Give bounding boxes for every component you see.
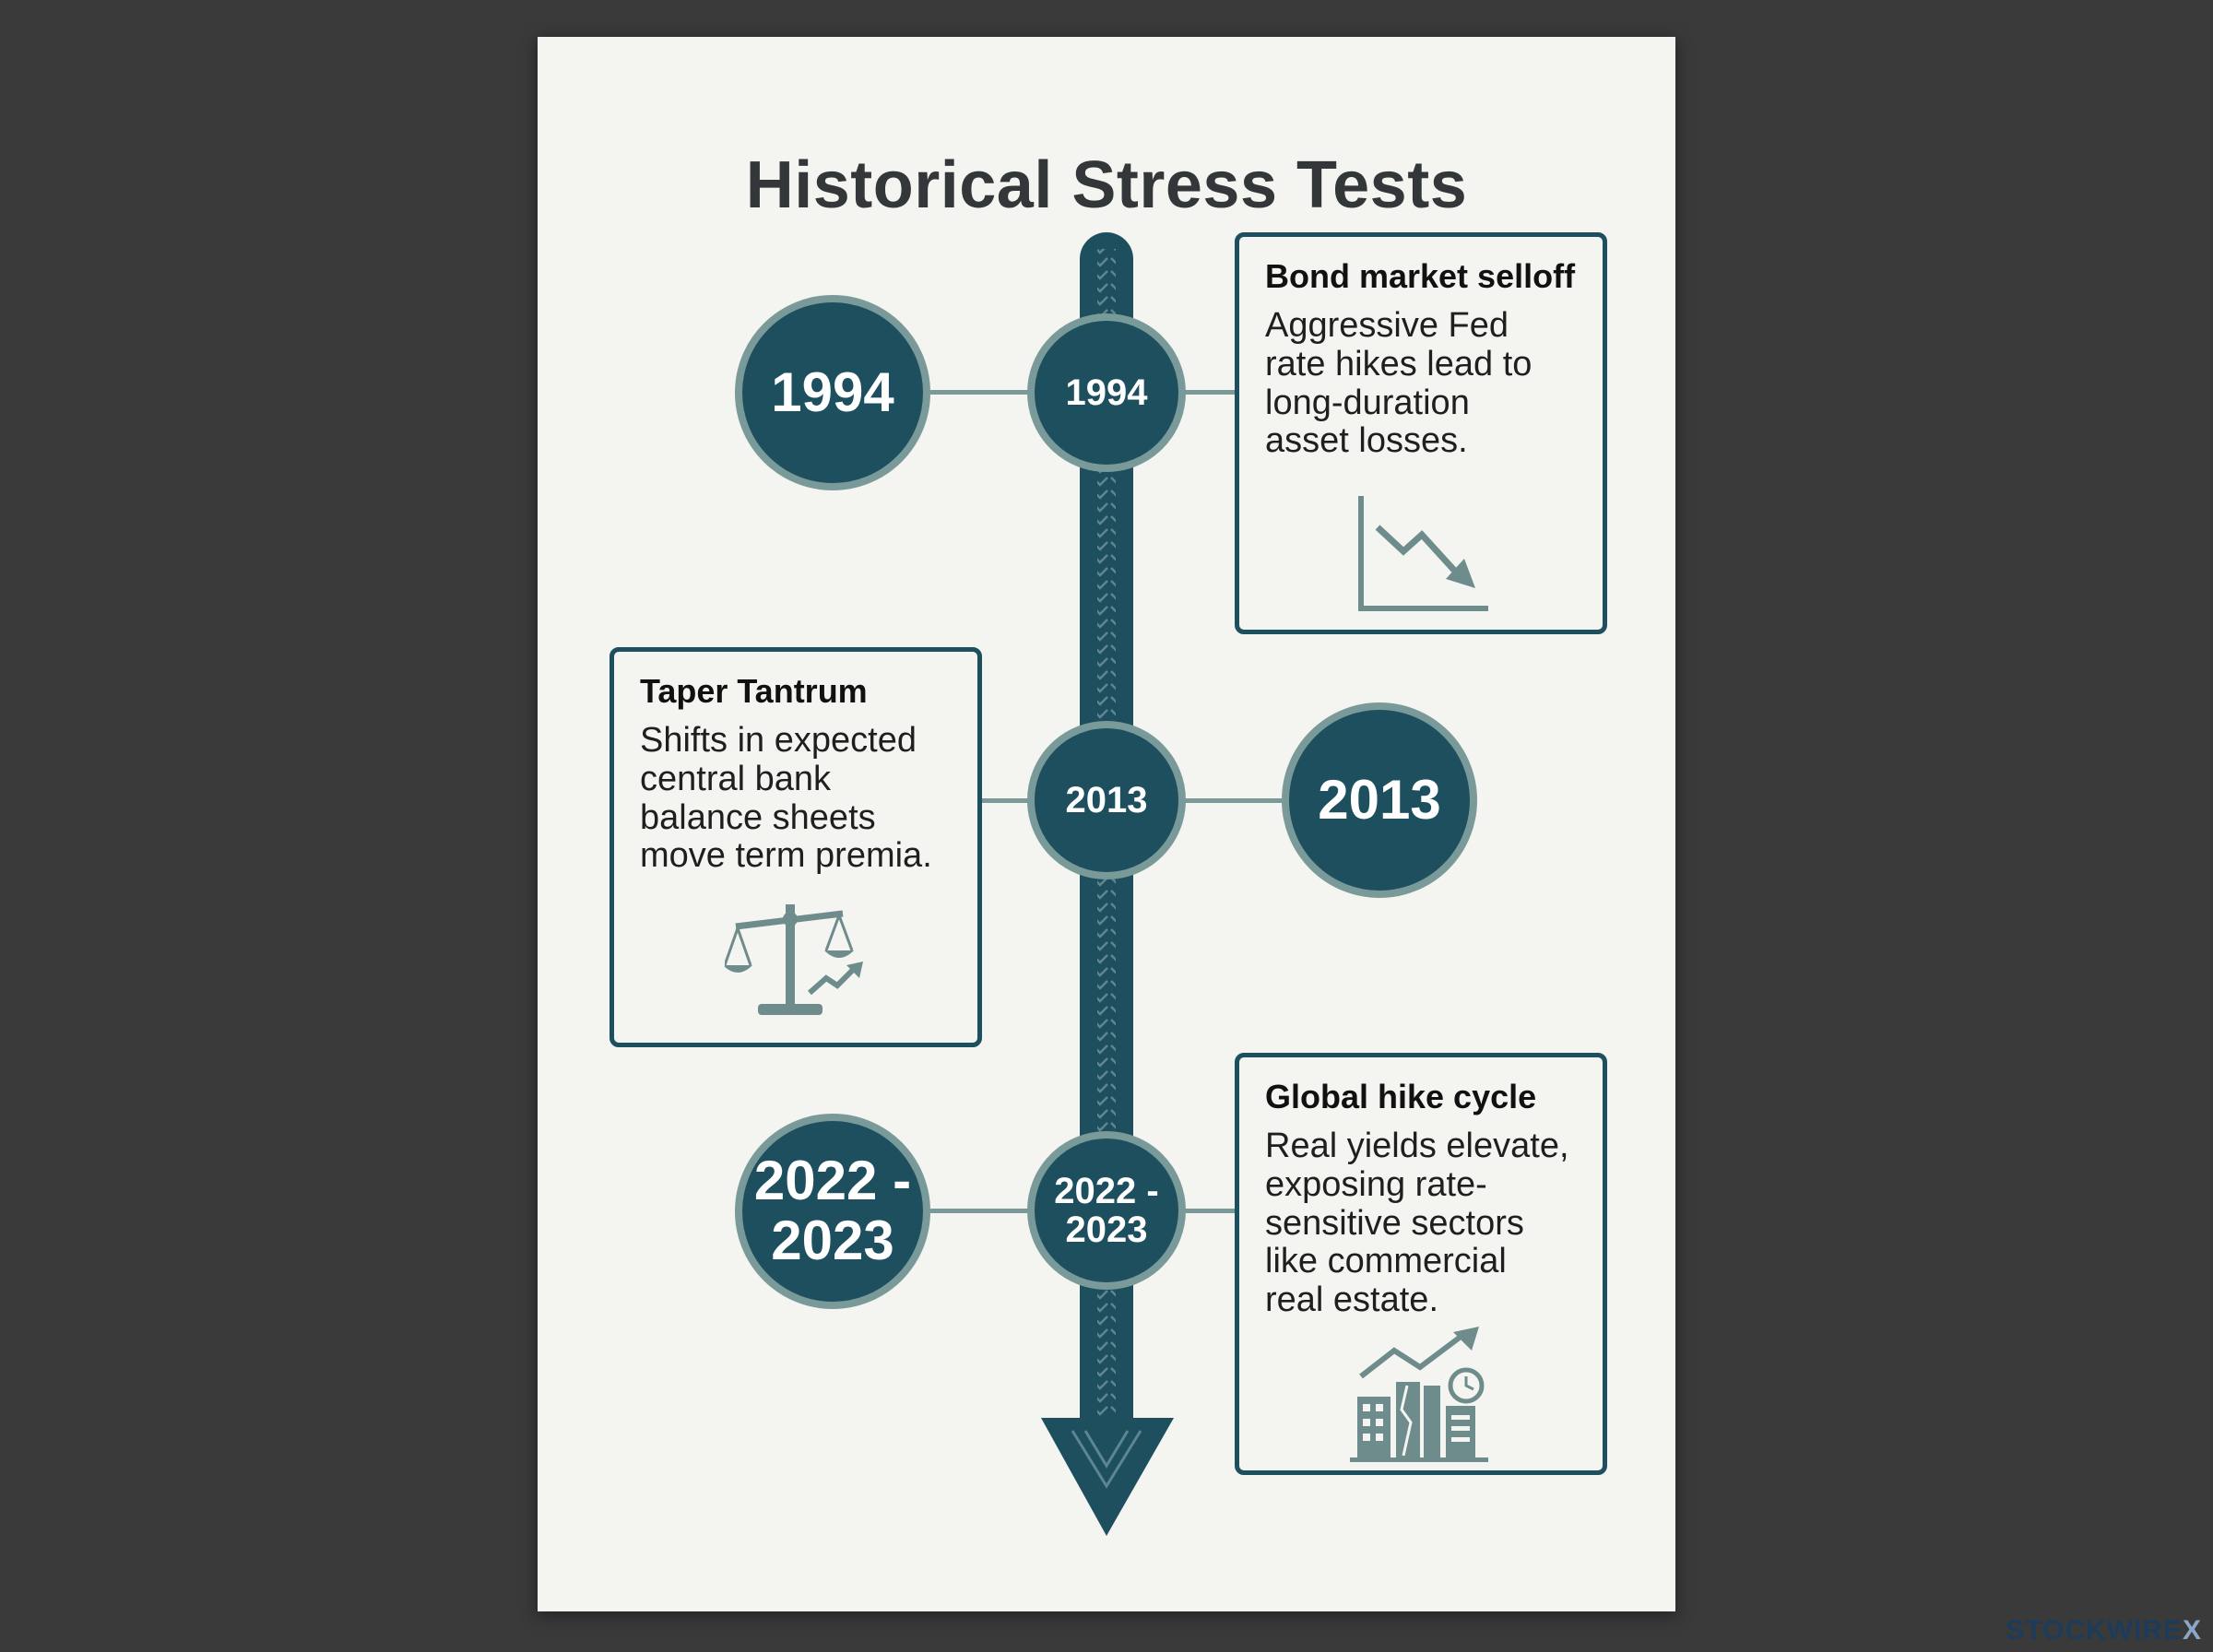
declining-chart-icon bbox=[1350, 490, 1497, 620]
connector-2013-right bbox=[1183, 798, 1289, 803]
event-box-1994 bbox=[1235, 232, 1607, 634]
event-box-2013 bbox=[609, 647, 982, 1047]
year-circle-large-2022-2023: 2022 - 2023 bbox=[735, 1114, 930, 1309]
balance-scale-icon bbox=[725, 901, 872, 1030]
timeline-card bbox=[538, 37, 1675, 1611]
year-circle-small-1994: 1994 bbox=[1027, 313, 1186, 472]
event-description: Aggressive Fed rate hikes lead to long-duration asset losses. bbox=[1265, 306, 1533, 461]
year-circle-large-1994: 1994 bbox=[735, 295, 930, 490]
watermark-main: STOCKWIRE bbox=[2006, 1615, 2183, 1646]
year-circle-small-2013: 2013 bbox=[1027, 721, 1186, 879]
buildings-rising-chart-icon bbox=[1350, 1327, 1497, 1465]
page-title: Historical Stress Tests bbox=[745, 148, 1468, 222]
event-heading: Global hike cycle bbox=[1265, 1078, 1537, 1115]
event-box-2022-2023 bbox=[1235, 1053, 1607, 1475]
event-description: Real yields elevate, exposing rate- sensitive sectors like commercial real estate. bbox=[1265, 1127, 1569, 1320]
event-heading: Taper Tantrum bbox=[640, 672, 868, 710]
watermark-suffix: X bbox=[2182, 1615, 2202, 1646]
year-circle-large-2013: 2013 bbox=[1282, 702, 1477, 898]
year-circle-small-2022-2023: 2022 - 2023 bbox=[1027, 1131, 1186, 1290]
event-heading: Bond market selloff bbox=[1265, 257, 1576, 295]
watermark bbox=[2006, 1615, 2202, 1646]
event-description: Shifts in expected central bank balance sheets move term premia. bbox=[640, 721, 932, 876]
